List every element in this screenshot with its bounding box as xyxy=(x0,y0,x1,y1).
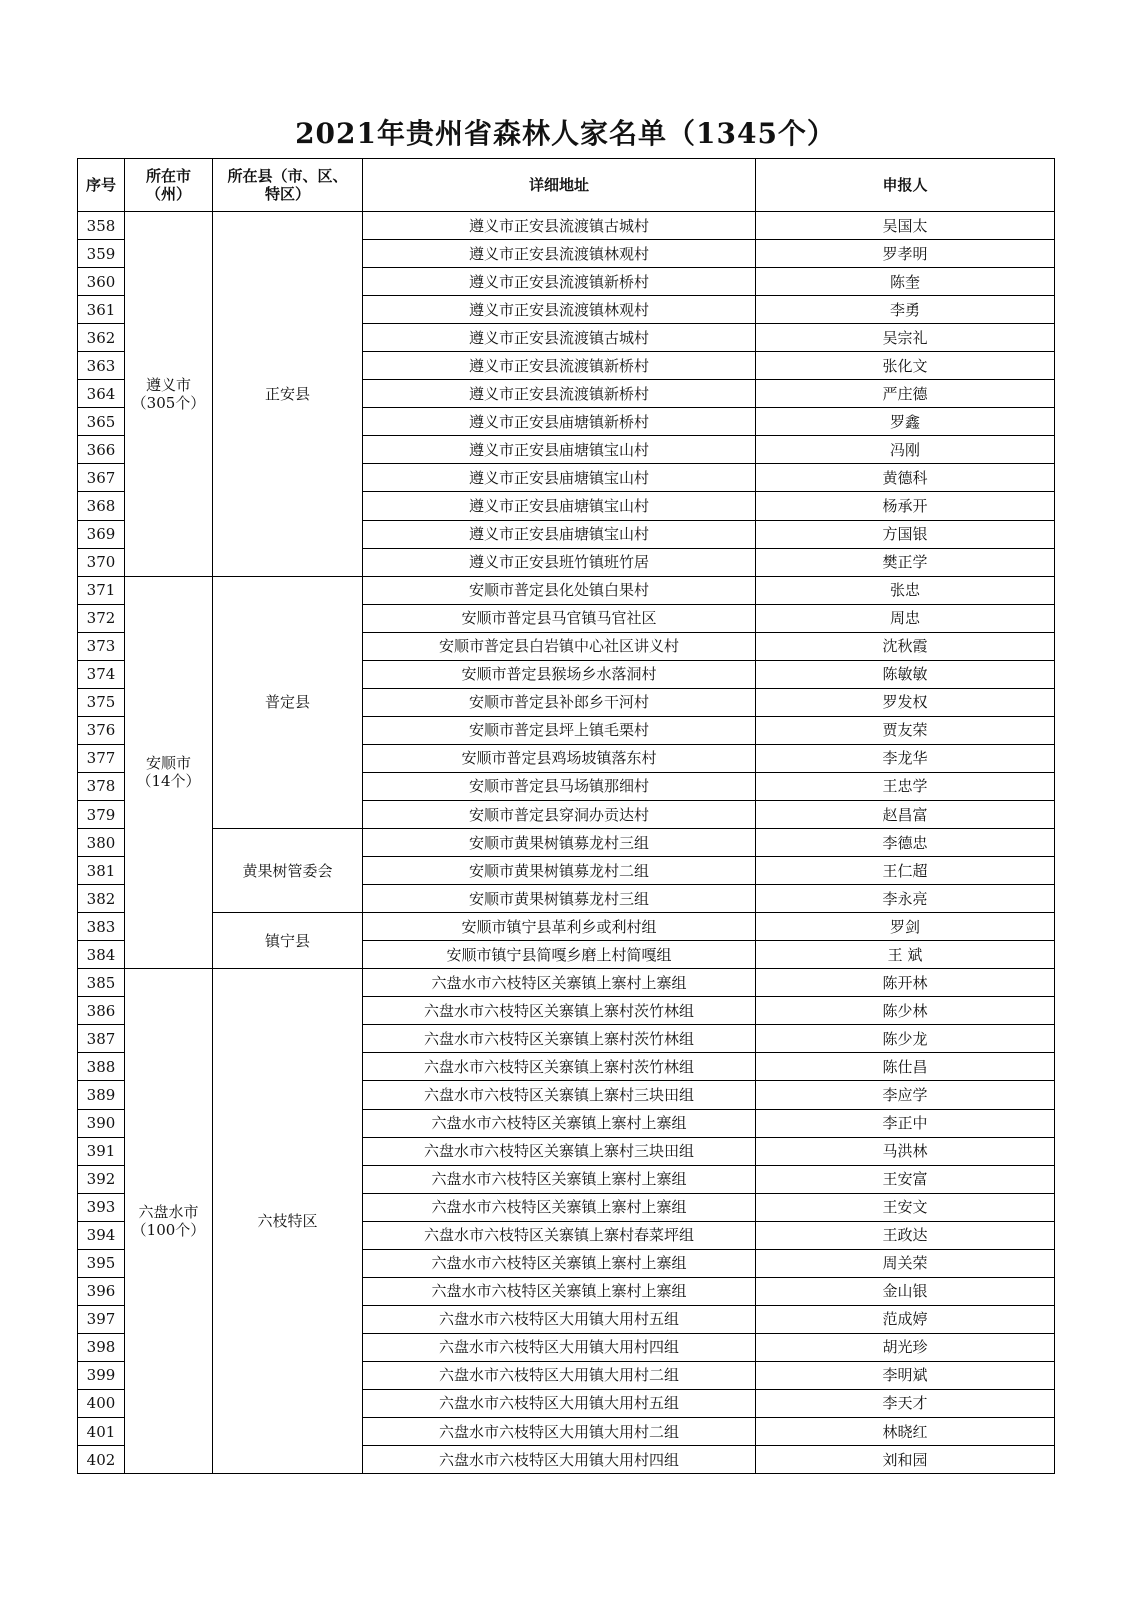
county-cell: 六枝特区 xyxy=(213,969,363,1474)
city-name: 六盘水市 xyxy=(138,1203,199,1222)
address-cell: 安顺市黄果树镇募龙村三组 xyxy=(363,885,756,913)
applicant-cell: 方国银 xyxy=(756,520,1055,548)
document-title: 2021年贵州省森林人家名单（1345个） xyxy=(295,117,836,150)
applicant-cell: 马洪林 xyxy=(756,1137,1055,1165)
seq-cell: 379 xyxy=(78,800,125,828)
applicant-cell: 陈开林 xyxy=(756,969,1055,997)
applicant-cell: 陈少龙 xyxy=(756,1025,1055,1053)
address-cell: 六盘水市六枝特区关寨镇上寨村上寨组 xyxy=(363,1277,756,1305)
seq-cell: 397 xyxy=(78,1305,125,1333)
city-cell xyxy=(125,212,213,577)
seq-cell: 365 xyxy=(78,408,125,436)
seq-cell: 373 xyxy=(78,632,125,660)
applicant-cell: 李天才 xyxy=(756,1389,1055,1417)
city-count: （14个） xyxy=(136,772,201,791)
address-cell: 安顺市普定县鸡场坡镇落东村 xyxy=(363,744,756,772)
table-row xyxy=(78,212,1055,240)
address-cell: 六盘水市六枝特区关寨镇上寨村上寨组 xyxy=(363,969,756,997)
address-cell: 安顺市黄果树镇募龙村三组 xyxy=(363,829,756,857)
header-city xyxy=(125,159,213,212)
address-cell: 六盘水市六枝特区关寨镇上寨村茨竹林组 xyxy=(363,997,756,1025)
seq-cell: 377 xyxy=(78,744,125,772)
applicant-cell: 赵昌富 xyxy=(756,800,1055,828)
address-cell: 安顺市普定县马场镇那细村 xyxy=(363,772,756,800)
applicant-cell: 罗发权 xyxy=(756,688,1055,716)
address-cell: 安顺市普定县坪上镇毛栗村 xyxy=(363,716,756,744)
county-cell: 普定县 xyxy=(213,576,363,828)
seq-cell: 360 xyxy=(78,268,125,296)
header-address: 详细地址 xyxy=(363,159,756,212)
applicant-cell: 罗孝明 xyxy=(756,240,1055,268)
address-cell: 六盘水市六枝特区大用镇大用村四组 xyxy=(363,1333,756,1361)
applicant-cell: 李明斌 xyxy=(756,1361,1055,1389)
table-row xyxy=(78,969,1055,997)
address-cell: 安顺市普定县补郎乡干河村 xyxy=(363,688,756,716)
county-cell: 黄果树管委会 xyxy=(213,829,363,913)
applicant-cell: 林晓红 xyxy=(756,1418,1055,1446)
seq-cell: 401 xyxy=(78,1418,125,1446)
address-cell: 六盘水市六枝特区关寨镇上寨村茨竹林组 xyxy=(363,1053,756,1081)
address-cell: 安顺市黄果树镇募龙村二组 xyxy=(363,857,756,885)
seq-cell: 384 xyxy=(78,941,125,969)
address-cell: 遵义市正安县流渡镇古城村 xyxy=(363,212,756,240)
address-cell: 六盘水市六枝特区大用镇大用村二组 xyxy=(363,1418,756,1446)
forest-household-table xyxy=(77,158,1055,1474)
address-cell: 安顺市镇宁县革利乡或利村组 xyxy=(363,913,756,941)
seq-cell: 370 xyxy=(78,548,125,576)
address-cell: 遵义市正安县庙塘镇新桥村 xyxy=(363,408,756,436)
address-cell: 六盘水市六枝特区关寨镇上寨村茨竹林组 xyxy=(363,1025,756,1053)
address-cell: 遵义市正安县班竹镇班竹居 xyxy=(363,548,756,576)
seq-cell: 390 xyxy=(78,1109,125,1137)
address-cell: 安顺市普定县白岩镇中心社区讲义村 xyxy=(363,632,756,660)
seq-cell: 385 xyxy=(78,969,125,997)
applicant-cell: 严庄德 xyxy=(756,380,1055,408)
applicant-cell: 罗剑 xyxy=(756,913,1055,941)
header-seq: 序号 xyxy=(78,159,125,212)
seq-cell: 361 xyxy=(78,296,125,324)
applicant-cell: 范成婷 xyxy=(756,1305,1055,1333)
address-cell: 六盘水市六枝特区关寨镇上寨村上寨组 xyxy=(363,1249,756,1277)
county-cell: 镇宁县 xyxy=(213,913,363,969)
header-city-line1: 所在市 xyxy=(145,167,191,185)
city-count: （100个） xyxy=(131,1221,206,1240)
applicant-cell: 李德忠 xyxy=(756,829,1055,857)
address-cell: 遵义市正安县流渡镇新桥村 xyxy=(363,268,756,296)
address-cell: 六盘水市六枝特区关寨镇上寨村三块田组 xyxy=(363,1081,756,1109)
address-cell: 安顺市普定县化处镇白果村 xyxy=(363,576,756,604)
seq-cell: 369 xyxy=(78,520,125,548)
address-cell: 遵义市正安县流渡镇新桥村 xyxy=(363,380,756,408)
header-city-line2: （州） xyxy=(145,185,191,203)
seq-cell: 376 xyxy=(78,716,125,744)
applicant-cell: 王仁超 xyxy=(756,857,1055,885)
seq-cell: 363 xyxy=(78,352,125,380)
seq-cell: 364 xyxy=(78,380,125,408)
applicant-cell: 李龙华 xyxy=(756,744,1055,772)
address-cell: 安顺市普定县马官镇马官社区 xyxy=(363,604,756,632)
applicant-cell: 张忠 xyxy=(756,576,1055,604)
applicant-cell: 张化文 xyxy=(756,352,1055,380)
table-row xyxy=(78,913,1055,941)
seq-cell: 391 xyxy=(78,1137,125,1165)
applicant-cell: 李勇 xyxy=(756,296,1055,324)
seq-cell: 374 xyxy=(78,660,125,688)
seq-cell: 371 xyxy=(78,576,125,604)
seq-cell: 358 xyxy=(78,212,125,240)
seq-cell: 400 xyxy=(78,1389,125,1417)
applicant-cell: 王安文 xyxy=(756,1193,1055,1221)
address-cell: 六盘水市六枝特区大用镇大用村五组 xyxy=(363,1305,756,1333)
seq-cell: 381 xyxy=(78,857,125,885)
applicant-cell: 王 斌 xyxy=(756,941,1055,969)
seq-cell: 395 xyxy=(78,1249,125,1277)
seq-cell: 382 xyxy=(78,885,125,913)
seq-cell: 368 xyxy=(78,492,125,520)
address-cell: 六盘水市六枝特区大用镇大用村二组 xyxy=(363,1361,756,1389)
address-cell: 六盘水市六枝特区关寨镇上寨村上寨组 xyxy=(363,1109,756,1137)
applicant-cell: 陈仕昌 xyxy=(756,1053,1055,1081)
county-cell: 正安县 xyxy=(213,212,363,577)
seq-cell: 367 xyxy=(78,464,125,492)
seq-cell: 359 xyxy=(78,240,125,268)
table-header-row xyxy=(78,159,1055,212)
address-cell: 遵义市正安县流渡镇新桥村 xyxy=(363,352,756,380)
header-county-line2: 特区） xyxy=(264,185,310,203)
address-cell: 遵义市正安县庙塘镇宝山村 xyxy=(363,464,756,492)
seq-cell: 387 xyxy=(78,1025,125,1053)
applicant-cell: 贾友荣 xyxy=(756,716,1055,744)
applicant-cell: 黄德科 xyxy=(756,464,1055,492)
address-cell: 六盘水市六枝特区关寨镇上寨村上寨组 xyxy=(363,1193,756,1221)
seq-cell: 366 xyxy=(78,436,125,464)
seq-cell: 378 xyxy=(78,772,125,800)
applicant-cell: 陈敏敏 xyxy=(756,660,1055,688)
seq-cell: 396 xyxy=(78,1277,125,1305)
city-name: 遵义市 xyxy=(145,375,191,394)
address-cell: 安顺市镇宁县简嘎乡磨上村简嘎组 xyxy=(363,941,756,969)
applicant-cell: 沈秋霞 xyxy=(756,632,1055,660)
seq-cell: 398 xyxy=(78,1333,125,1361)
header-county-line1: 所在县（市、区、 xyxy=(227,167,348,185)
address-cell: 遵义市正安县流渡镇林观村 xyxy=(363,240,756,268)
table-row xyxy=(78,829,1055,857)
address-cell: 六盘水市六枝特区关寨镇上寨村三块田组 xyxy=(363,1137,756,1165)
city-count: （305个） xyxy=(131,393,206,412)
applicant-cell: 刘和园 xyxy=(756,1446,1055,1474)
applicant-cell: 周忠 xyxy=(756,604,1055,632)
header-applicant: 申报人 xyxy=(756,159,1055,212)
applicant-cell: 金山银 xyxy=(756,1277,1055,1305)
address-cell: 六盘水市六枝特区大用镇大用村四组 xyxy=(363,1446,756,1474)
address-cell: 遵义市正安县庙塘镇宝山村 xyxy=(363,492,756,520)
address-cell: 遵义市正安县流渡镇古城村 xyxy=(363,324,756,352)
applicant-cell: 吴国太 xyxy=(756,212,1055,240)
city-cell xyxy=(125,576,213,969)
address-cell: 六盘水市六枝特区大用镇大用村五组 xyxy=(363,1389,756,1417)
seq-cell: 372 xyxy=(78,604,125,632)
applicant-cell: 李正中 xyxy=(756,1109,1055,1137)
address-cell: 遵义市正安县庙塘镇宝山村 xyxy=(363,436,756,464)
address-cell: 安顺市普定县穿洞办贡达村 xyxy=(363,800,756,828)
seq-cell: 383 xyxy=(78,913,125,941)
seq-cell: 393 xyxy=(78,1193,125,1221)
applicant-cell: 樊正学 xyxy=(756,548,1055,576)
seq-cell: 399 xyxy=(78,1361,125,1389)
seq-cell: 388 xyxy=(78,1053,125,1081)
city-name: 安顺市 xyxy=(145,754,191,773)
city-cell xyxy=(125,969,213,1474)
address-cell: 安顺市普定县猴场乡水落洞村 xyxy=(363,660,756,688)
applicant-cell: 李永亮 xyxy=(756,885,1055,913)
applicant-cell: 罗鑫 xyxy=(756,408,1055,436)
applicant-cell: 王忠学 xyxy=(756,772,1055,800)
applicant-cell: 周关荣 xyxy=(756,1249,1055,1277)
seq-cell: 394 xyxy=(78,1221,125,1249)
seq-cell: 402 xyxy=(78,1446,125,1474)
table-body xyxy=(78,212,1055,1474)
applicant-cell: 吴宗礼 xyxy=(756,324,1055,352)
address-cell: 六盘水市六枝特区关寨镇上寨村春菜坪组 xyxy=(363,1221,756,1249)
applicant-cell: 李应学 xyxy=(756,1081,1055,1109)
header-county xyxy=(213,159,363,212)
address-cell: 遵义市正安县庙塘镇宝山村 xyxy=(363,520,756,548)
seq-cell: 386 xyxy=(78,997,125,1025)
applicant-cell: 王安富 xyxy=(756,1165,1055,1193)
seq-cell: 362 xyxy=(78,324,125,352)
seq-cell: 392 xyxy=(78,1165,125,1193)
table-row xyxy=(78,576,1055,604)
applicant-cell: 陈奎 xyxy=(756,268,1055,296)
applicant-cell: 杨承开 xyxy=(756,492,1055,520)
applicant-cell: 胡光珍 xyxy=(756,1333,1055,1361)
applicant-cell: 王政达 xyxy=(756,1221,1055,1249)
seq-cell: 380 xyxy=(78,829,125,857)
seq-cell: 375 xyxy=(78,688,125,716)
seq-cell: 389 xyxy=(78,1081,125,1109)
applicant-cell: 冯刚 xyxy=(756,436,1055,464)
address-cell: 六盘水市六枝特区关寨镇上寨村上寨组 xyxy=(363,1165,756,1193)
applicant-cell: 陈少林 xyxy=(756,997,1055,1025)
address-cell: 遵义市正安县流渡镇林观村 xyxy=(363,296,756,324)
